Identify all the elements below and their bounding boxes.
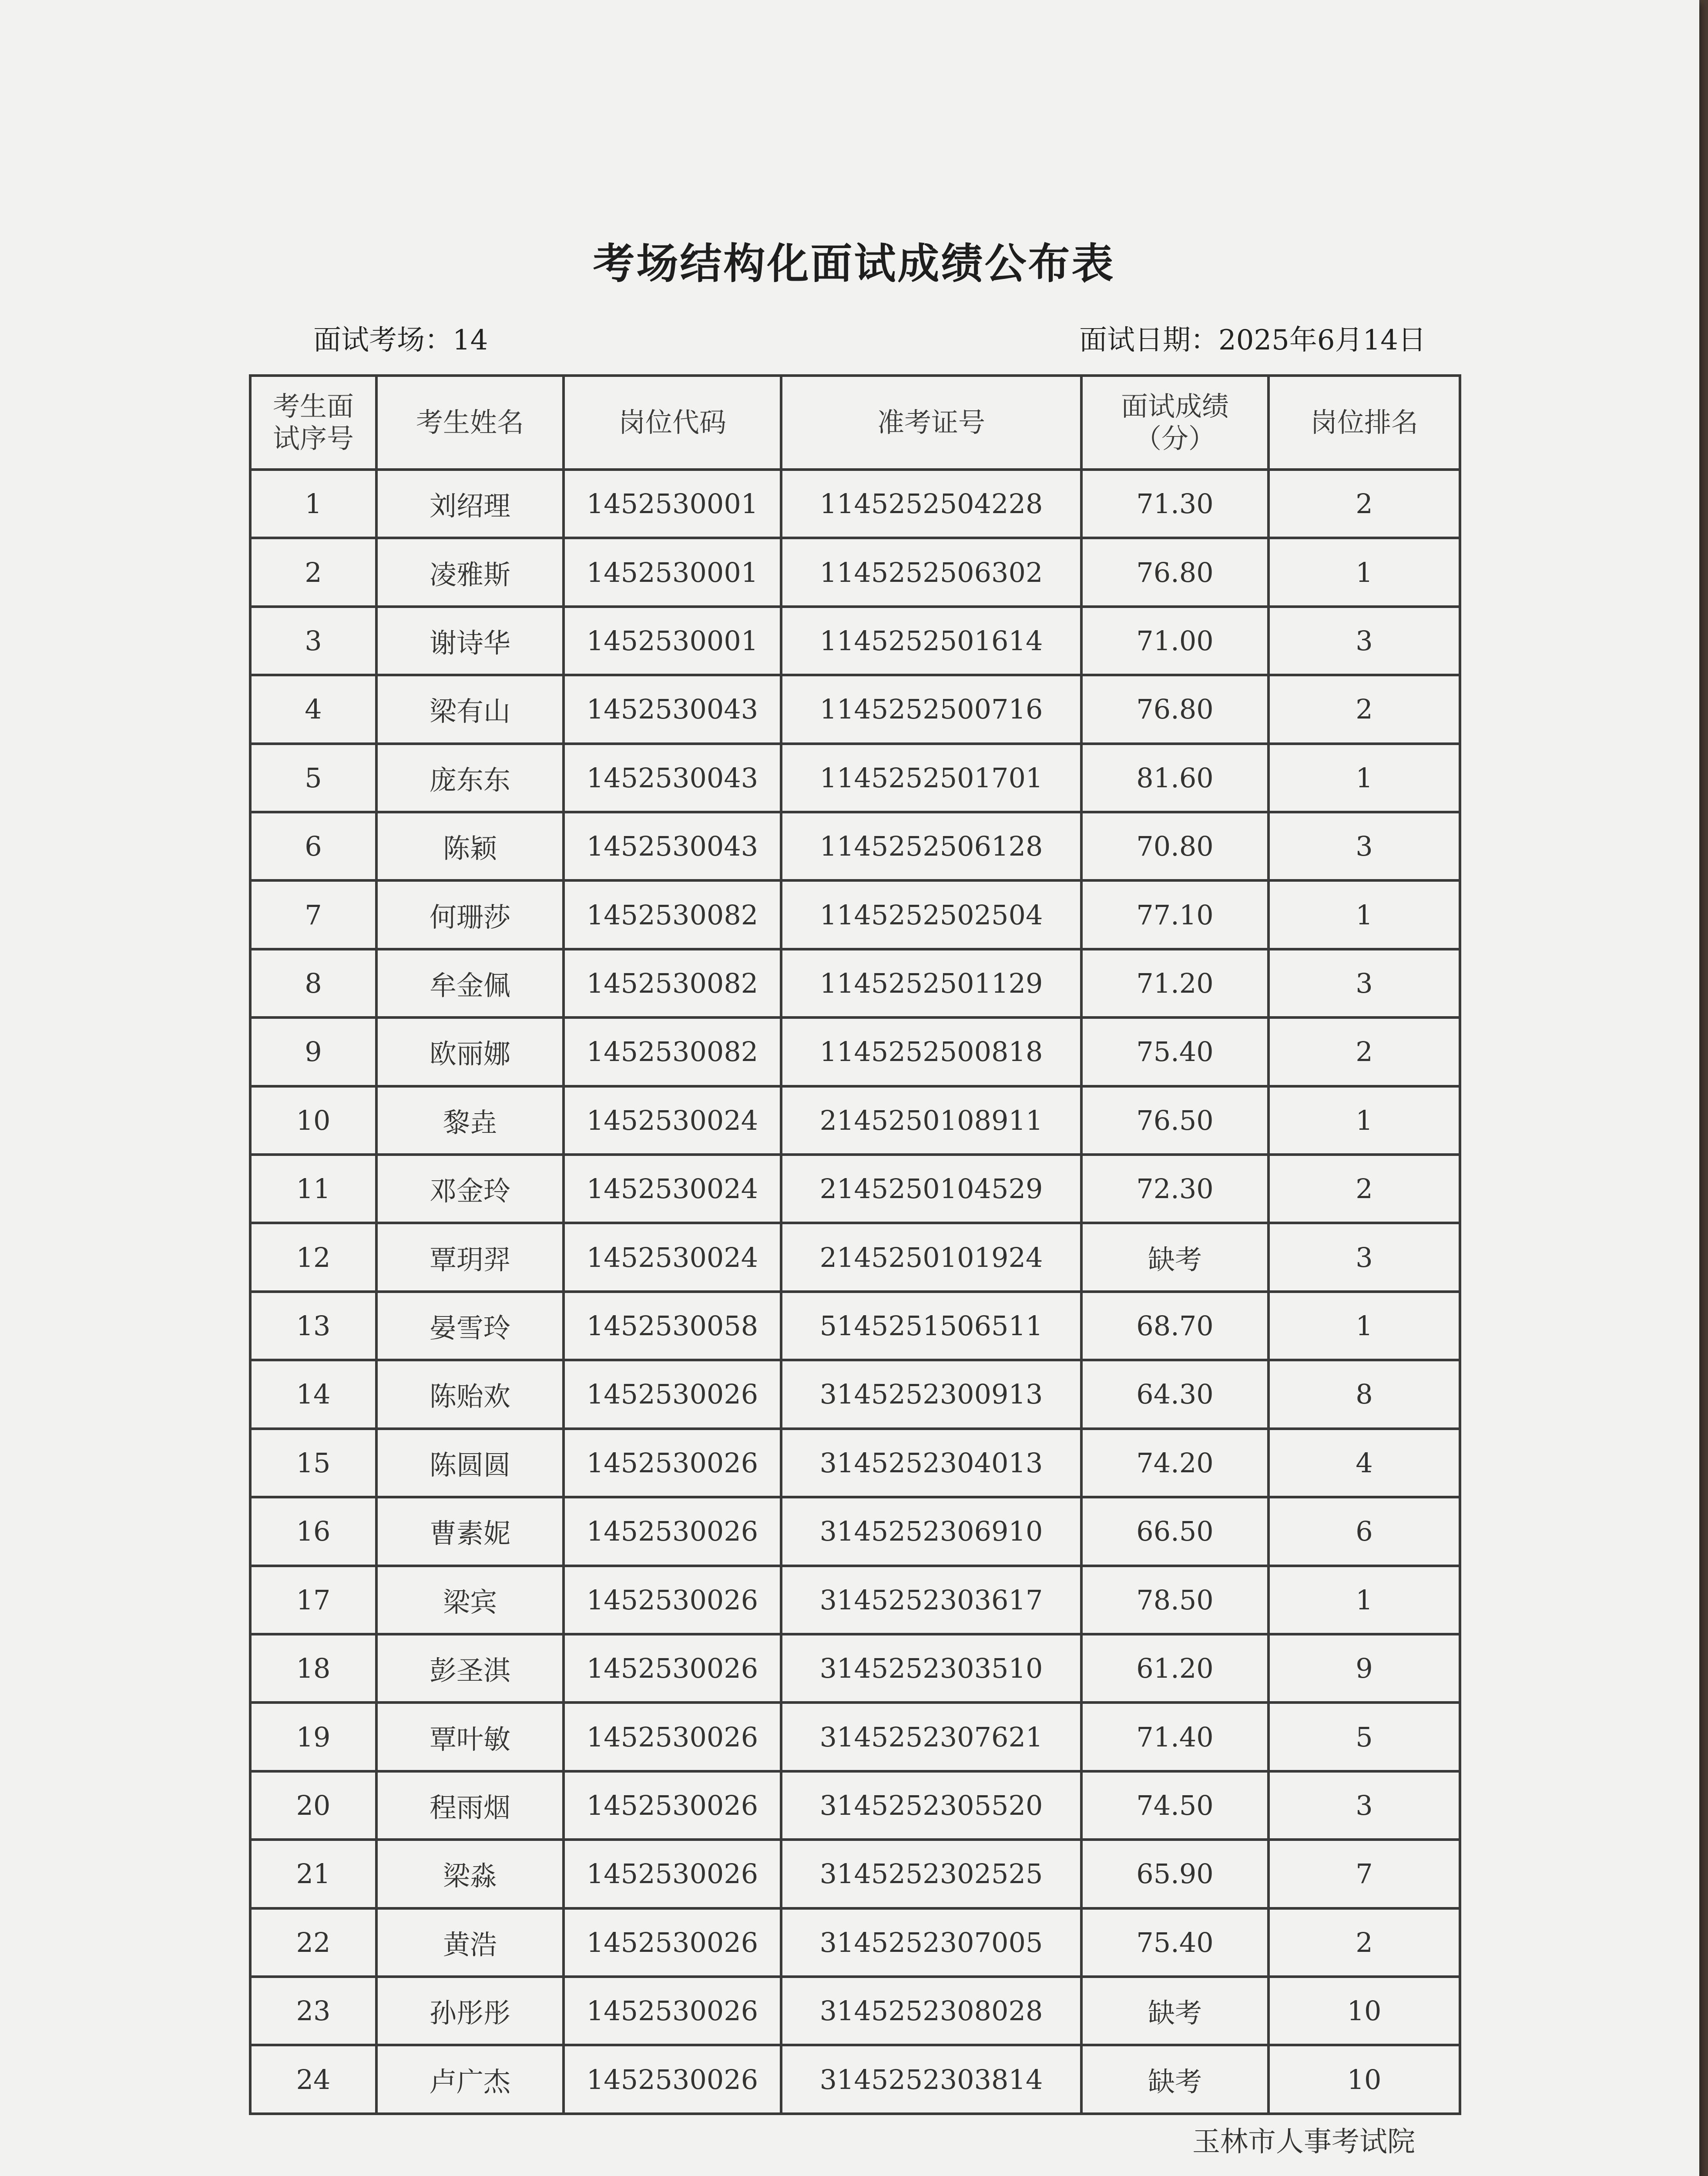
cell-seq: 19 — [250, 1703, 376, 1771]
cell-rank: 3 — [1268, 812, 1460, 880]
cell-post-code: 1452530043 — [564, 812, 781, 880]
document-title: 考场结构化面试成绩公布表 — [593, 239, 1115, 288]
cell-rank: 2 — [1268, 470, 1460, 538]
cell-score: 缺考 — [1081, 1223, 1268, 1291]
cell-post-code: 1452530082 — [564, 880, 781, 949]
cell-score: 70.80 — [1081, 812, 1268, 880]
cell-ticket-number: 3145252303617 — [781, 1566, 1081, 1634]
cell-name: 晏雪玲 — [376, 1292, 564, 1360]
cell-ticket-number: 1145252504228 — [781, 470, 1081, 538]
cell-ticket-number: 1145252501701 — [781, 744, 1081, 812]
cell-rank: 10 — [1268, 1977, 1460, 2045]
cell-ticket-number: 2145250101924 — [781, 1223, 1081, 1291]
cell-rank: 2 — [1268, 1155, 1460, 1223]
cell-rank: 1 — [1268, 880, 1460, 949]
cell-seq: 18 — [250, 1634, 376, 1703]
cell-rank: 1 — [1268, 1086, 1460, 1155]
cell-name: 牟金佩 — [376, 949, 564, 1017]
cell-seq: 17 — [250, 1566, 376, 1634]
cell-ticket-number: 2145250104529 — [781, 1155, 1081, 1223]
cell-rank: 5 — [1268, 1703, 1460, 1771]
table-row — [250, 1497, 1460, 1565]
cell-name: 凌雅斯 — [376, 538, 564, 606]
cell-seq: 2 — [250, 538, 376, 606]
cell-name: 覃叶敏 — [376, 1703, 564, 1771]
cell-score: 81.60 — [1081, 744, 1268, 812]
cell-seq: 15 — [250, 1429, 376, 1497]
cell-score: 71.40 — [1081, 1703, 1268, 1771]
cell-rank: 2 — [1268, 1017, 1460, 1086]
cell-rank: 1 — [1268, 1292, 1460, 1360]
cell-seq: 14 — [250, 1360, 376, 1428]
cell-name: 陈颖 — [376, 812, 564, 880]
cell-ticket-number: 1145252500716 — [781, 675, 1081, 743]
cell-post-code: 1452530026 — [564, 1977, 781, 2045]
cell-seq: 5 — [250, 744, 376, 812]
cell-seq: 4 — [250, 675, 376, 743]
table-row — [250, 538, 1460, 606]
cell-post-code: 1452530082 — [564, 949, 781, 1017]
cell-rank: 9 — [1268, 1634, 1460, 1703]
cell-name: 欧丽娜 — [376, 1017, 564, 1086]
cell-ticket-number: 2145250108911 — [781, 1086, 1081, 1155]
table-row — [250, 1977, 1460, 2045]
cell-score: 76.80 — [1081, 675, 1268, 743]
cell-post-code: 1452530024 — [564, 1155, 781, 1223]
cell-ticket-number: 3145252307005 — [781, 1908, 1081, 1977]
table-row — [250, 607, 1460, 675]
cell-ticket-number: 3145252300913 — [781, 1360, 1081, 1428]
cell-name: 覃玥羿 — [376, 1223, 564, 1291]
cell-ticket-number: 3145252306910 — [781, 1497, 1081, 1565]
cell-post-code: 1452530058 — [564, 1292, 781, 1360]
cell-rank: 3 — [1268, 607, 1460, 675]
cell-rank: 3 — [1268, 1223, 1460, 1291]
cell-seq: 22 — [250, 1908, 376, 1977]
cell-score: 76.80 — [1081, 538, 1268, 606]
cell-score: 66.50 — [1081, 1497, 1268, 1565]
cell-score: 71.30 — [1081, 470, 1268, 538]
cell-post-code: 1452530026 — [564, 1771, 781, 1840]
cell-name: 邓金玲 — [376, 1155, 564, 1223]
cell-seq: 12 — [250, 1223, 376, 1291]
cell-ticket-number: 3145252303814 — [781, 2045, 1081, 2114]
cell-ticket-number: 5145251506511 — [781, 1292, 1081, 1360]
table-row — [250, 1908, 1460, 1977]
cell-seq: 9 — [250, 1017, 376, 1086]
cell-seq: 11 — [250, 1155, 376, 1223]
table-row — [250, 1292, 1460, 1360]
cell-rank: 8 — [1268, 1360, 1460, 1428]
cell-post-code: 1452530026 — [564, 2045, 781, 2114]
table-row — [250, 675, 1460, 743]
cell-score: 68.70 — [1081, 1292, 1268, 1360]
table-row — [250, 1771, 1460, 1840]
table-row — [250, 1840, 1460, 1908]
cell-post-code: 1452530024 — [564, 1223, 781, 1291]
cell-seq: 1 — [250, 470, 376, 538]
cell-name: 谢诗华 — [376, 607, 564, 675]
cell-rank: 1 — [1268, 538, 1460, 606]
table-row — [250, 1086, 1460, 1155]
cell-post-code: 1452530001 — [564, 607, 781, 675]
cell-rank: 2 — [1268, 675, 1460, 743]
cell-ticket-number: 1145252506302 — [781, 538, 1081, 606]
cell-name: 梁有山 — [376, 675, 564, 743]
cell-seq: 13 — [250, 1292, 376, 1360]
cell-post-code: 1452530026 — [564, 1908, 781, 1977]
cell-name: 何珊莎 — [376, 880, 564, 949]
cell-score: 76.50 — [1081, 1086, 1268, 1155]
table-header-row — [250, 376, 1460, 470]
table-row — [250, 1155, 1460, 1223]
header-rank: 岗位排名 — [1268, 376, 1460, 470]
cell-name: 陈贻欢 — [376, 1360, 564, 1428]
cell-score: 缺考 — [1081, 2045, 1268, 2114]
cell-score: 71.00 — [1081, 607, 1268, 675]
issuer-footer: 玉林市人事考试院 — [1192, 2126, 1415, 2158]
cell-score: 77.10 — [1081, 880, 1268, 949]
cell-post-code: 1452530026 — [564, 1360, 781, 1428]
table-row — [250, 812, 1460, 880]
cell-ticket-number: 1145252500818 — [781, 1017, 1081, 1086]
cell-rank: 1 — [1268, 1566, 1460, 1634]
cell-score: 78.50 — [1081, 1566, 1268, 1634]
cell-post-code: 1452530026 — [564, 1566, 781, 1634]
cell-ticket-number: 3145252304013 — [781, 1429, 1081, 1497]
table-row — [250, 1703, 1460, 1771]
cell-score: 缺考 — [1081, 1977, 1268, 2045]
cell-rank: 6 — [1268, 1497, 1460, 1565]
cell-score: 72.30 — [1081, 1155, 1268, 1223]
cell-name: 彭圣淇 — [376, 1634, 564, 1703]
cell-post-code: 1452530001 — [564, 470, 781, 538]
cell-rank: 4 — [1268, 1429, 1460, 1497]
table-row — [250, 1634, 1460, 1703]
cell-rank: 7 — [1268, 1840, 1460, 1908]
cell-seq: 16 — [250, 1497, 376, 1565]
cell-ticket-number: 1145252506128 — [781, 812, 1081, 880]
cell-rank: 3 — [1268, 1771, 1460, 1840]
header-post-code: 岗位代码 — [564, 376, 781, 470]
cell-post-code: 1452530026 — [564, 1429, 781, 1497]
cell-post-code: 1452530082 — [564, 1017, 781, 1086]
cell-seq: 24 — [250, 2045, 376, 2114]
cell-score: 65.90 — [1081, 1840, 1268, 1908]
cell-name: 黎垚 — [376, 1086, 564, 1155]
cell-ticket-number: 1145252501614 — [781, 607, 1081, 675]
cell-score: 61.20 — [1081, 1634, 1268, 1703]
cell-name: 卢广杰 — [376, 2045, 564, 2114]
cell-seq: 23 — [250, 1977, 376, 2045]
cell-post-code: 1452530026 — [564, 1497, 781, 1565]
cell-seq: 20 — [250, 1771, 376, 1840]
cell-rank: 1 — [1268, 744, 1460, 812]
table-row — [250, 1566, 1460, 1634]
cell-post-code: 1452530026 — [564, 1840, 781, 1908]
table-row — [250, 1223, 1460, 1291]
cell-ticket-number: 3145252307621 — [781, 1703, 1081, 1771]
cell-score: 71.20 — [1081, 949, 1268, 1017]
cell-score: 75.40 — [1081, 1908, 1268, 1977]
cell-post-code: 1452530026 — [564, 1634, 781, 1703]
cell-seq: 3 — [250, 607, 376, 675]
header-seq: 考生面试序号 — [250, 376, 376, 470]
cell-ticket-number: 1145252502504 — [781, 880, 1081, 949]
table-row — [250, 1429, 1460, 1497]
table-row — [250, 2045, 1460, 2114]
cell-name: 梁宾 — [376, 1566, 564, 1634]
cell-ticket-number: 1145252501129 — [781, 949, 1081, 1017]
cell-score: 64.30 — [1081, 1360, 1268, 1428]
cell-post-code: 1452530024 — [564, 1086, 781, 1155]
cell-post-code: 1452530043 — [564, 675, 781, 743]
cell-seq: 10 — [250, 1086, 376, 1155]
cell-ticket-number: 3145252308028 — [781, 1977, 1081, 2045]
cell-seq: 8 — [250, 949, 376, 1017]
table-row — [250, 744, 1460, 812]
cell-seq: 21 — [250, 1840, 376, 1908]
table-row — [250, 470, 1460, 538]
table-row — [250, 880, 1460, 949]
table-row — [250, 1360, 1460, 1428]
cell-post-code: 1452530001 — [564, 538, 781, 606]
cell-name: 刘绍理 — [376, 470, 564, 538]
cell-name: 黄浩 — [376, 1908, 564, 1977]
exam-room-label: 面试考场：14 — [313, 324, 488, 356]
cell-name: 庞东东 — [376, 744, 564, 812]
header-ticket-number: 准考证号 — [781, 376, 1081, 470]
header-score: 面试成绩（分） — [1081, 376, 1268, 470]
cell-score: 75.40 — [1081, 1017, 1268, 1086]
table-row — [250, 949, 1460, 1017]
cell-ticket-number: 3145252305520 — [781, 1771, 1081, 1840]
header-name: 考生姓名 — [376, 376, 564, 470]
cell-rank: 2 — [1268, 1908, 1460, 1977]
cell-ticket-number: 3145252303510 — [781, 1634, 1081, 1703]
cell-score: 74.20 — [1081, 1429, 1268, 1497]
cell-seq: 6 — [250, 812, 376, 880]
cell-name: 孙彤彤 — [376, 1977, 564, 2045]
cell-ticket-number: 3145252302525 — [781, 1840, 1081, 1908]
cell-post-code: 1452530026 — [564, 1703, 781, 1771]
score-table — [249, 374, 1461, 2115]
cell-name: 曹素妮 — [376, 1497, 564, 1565]
cell-rank: 10 — [1268, 2045, 1460, 2114]
cell-post-code: 1452530043 — [564, 744, 781, 812]
exam-date-label: 面试日期：2025年6月14日 — [1079, 324, 1426, 356]
cell-seq: 7 — [250, 880, 376, 949]
cell-rank: 3 — [1268, 949, 1460, 1017]
cell-name: 梁淼 — [376, 1840, 564, 1908]
table-row — [250, 1017, 1460, 1086]
cell-name: 陈圆圆 — [376, 1429, 564, 1497]
cell-name: 程雨烟 — [376, 1771, 564, 1840]
cell-score: 74.50 — [1081, 1771, 1268, 1840]
